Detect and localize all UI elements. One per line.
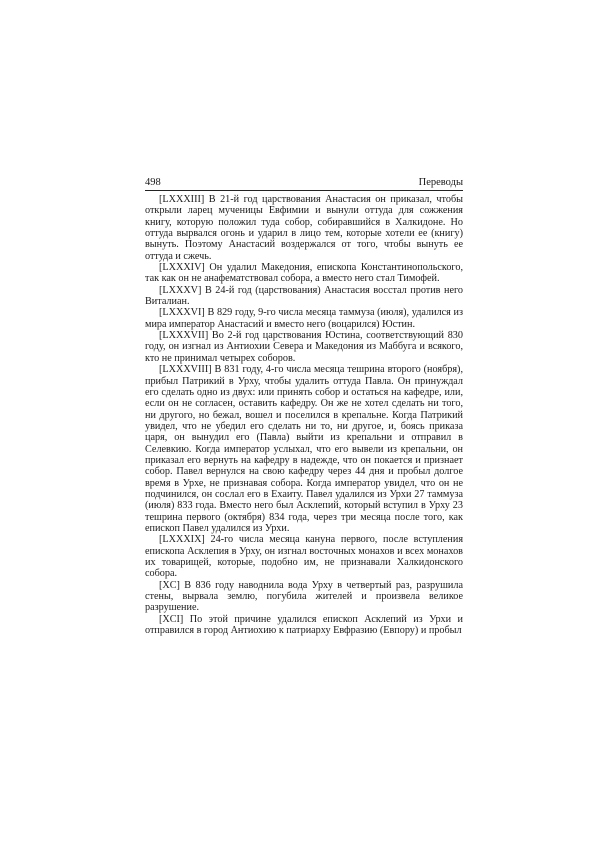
paragraph: [LXXXV] В 24-й год (царствования) Анастасия восстал против него Виталиан. (145, 284, 463, 308)
running-title: Переводы (418, 177, 463, 188)
paragraph: [LXXXIV] Он удалил Македония, епископа Константинопольского, так как он не анафематствовал собора, а вместо него стал Тимофей. (145, 262, 463, 285)
page-number: 498 (145, 177, 161, 188)
paragraph: [XC] В 836 году наводнила вода Урху в четвертый раз, разрушила стены, вырвала землю, погубила жителей и произвела великое разрушение. (145, 579, 463, 614)
paragraph: [LXXXIII] В 21-й год царствования Анастасия он приказал, чтобы открыли ларец мученицы Евфимии и вынули оттуда для сожжения книгу, которую положил туда собор, собиравшийся в Халкидоне. Но оттуда вырвался огонь и ударил в лицо тем, которые хотели ее (книгу) вынуть. Поэтому Анастасий воздержался от того, чтобы вынуть ее оттуда и сжечь. (145, 194, 463, 262)
header-rule (145, 190, 463, 191)
paragraph: [LXXXVI] В 829 году, 9-го числа месяца таммуза (июля), удалился из мира император Анастасий и вместо него (воцарился) Юстин. (145, 307, 463, 330)
paragraph: [LXXXIX] 24-го числа месяца кануна первого, после вступления епископа Асклепия в Урху, он изгнал восточных монахов и всех монахов их товарищей, которые, подобно им, не признавали Халкидонского собора. (145, 534, 463, 580)
paragraph: [LXXXVIII] В 831 году, 4-го числа месяца тешрина второго (ноября), прибыл Патрикий в Урху, чтобы удалить оттуда Павла. Он принуждал его сделать одно из двух: или принять собор и остаться на кафедре, или, если он не согласен, оставить кафедру. Он же не хотел сделать ни того, ни другого, но бежал, вошел и поселился в крепальне. Когда Патрикий увидел, что не убедил его сделать ни то, ни другое, и, боясь приказа царя, он вынудил его (Павла) выйти из крепальни и отправил в Селевкию. Когда император услыхал, что его вывели из крепальни, он приказал его вернуть на кафедру в надежде, что он покается и признает собор. Павел вернулся на свою кафедру через 44 дня и пробыл долгое время в Урхе, не признавая собора. Когда император увидел, что он не подчинился, он сослал его в Ехаиту. Павел удалился из Урхи 27 таммуза (июля) 833 года. Вместо него был Асклепий, который вступил в Урху 23 тешрина первого (октября) 834 года, через три месяца после того, как епископ Павел удалился из Урхи. (145, 364, 463, 534)
paragraph: [XCI] По этой причине удалился епископ Асклепий из Урхи и отправился в город Антиохию к патриарху Евфразию (Евпору) и пробыл (145, 613, 463, 637)
page-header (145, 177, 463, 189)
paragraph: [LXXXVII] Во 2-й год царствования Юстина, соответствующий 830 году, он изгнал из Антиохии Севера и Македония из Маббуга и всякого, кто не принимал четырех соборов. (145, 330, 463, 364)
body-text (145, 194, 463, 636)
